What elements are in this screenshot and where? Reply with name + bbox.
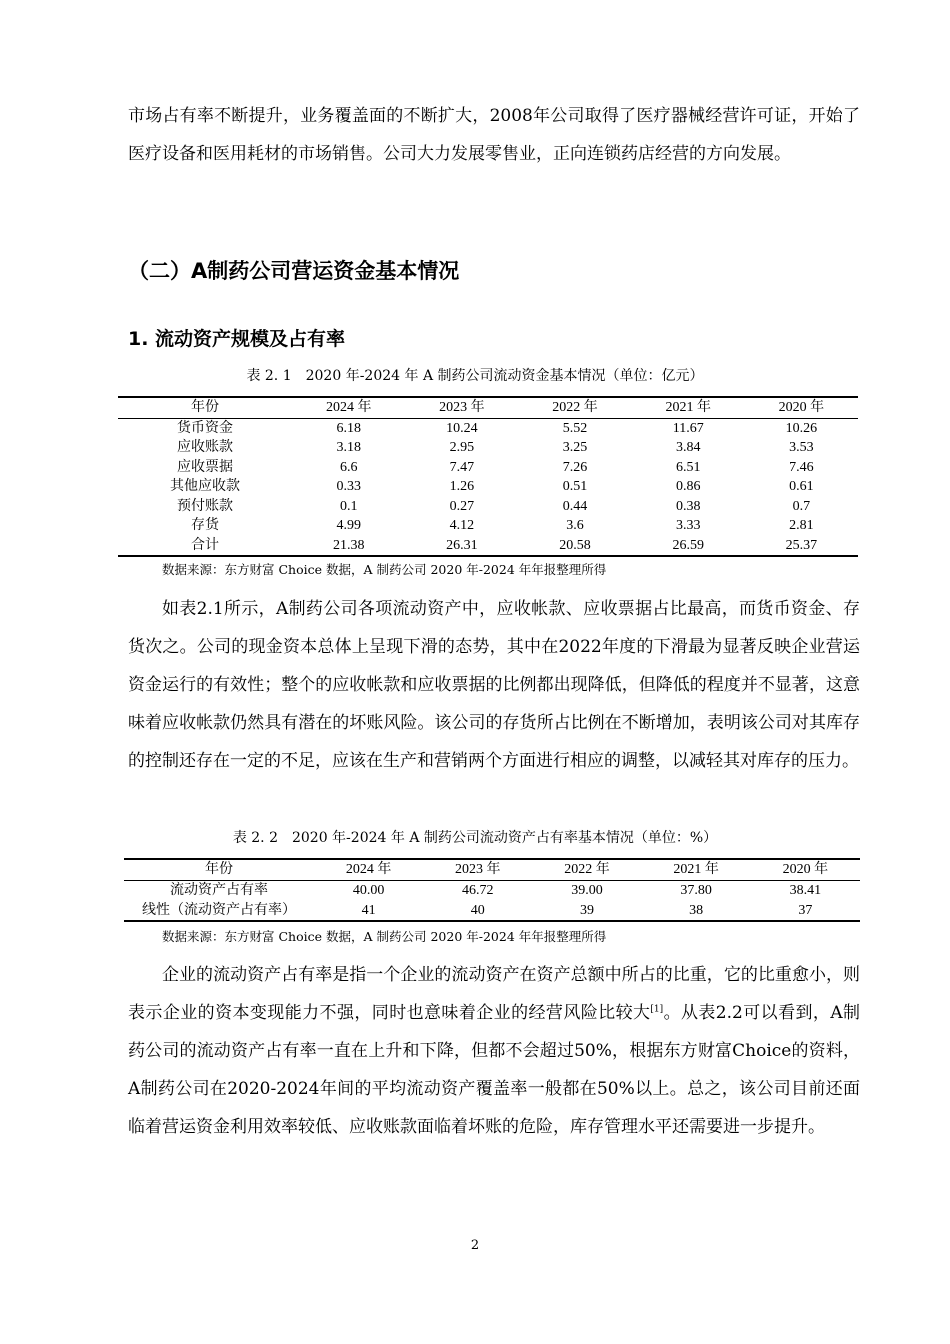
table-cell: 0.51: [562, 479, 588, 495]
table-cell: 3.25: [562, 440, 588, 456]
table-cell: 6.18: [336, 420, 361, 436]
table-cell: 应收账款: [177, 440, 234, 456]
table-cell: 38: [689, 902, 704, 918]
table-row: [118, 418, 858, 438]
table-row: [124, 900, 860, 921]
table-cell: 40: [470, 902, 485, 918]
table-cell: 10.24: [446, 420, 478, 436]
subsection-heading: 1. 流动资产规模及占有率: [128, 328, 346, 350]
table-cell: 26.31: [446, 537, 478, 553]
table-cell: 0.27: [449, 498, 475, 514]
table-cell: 1.26: [449, 479, 475, 495]
table2-header-cell: 年份: [124, 859, 314, 880]
table-row: [118, 497, 858, 517]
table-cell: 25.37: [785, 537, 818, 553]
table1-header-cell: 2021 年: [632, 397, 745, 418]
table2: [124, 858, 860, 922]
table-cell: 应收票据: [177, 459, 234, 475]
table-cell: 11.67: [672, 420, 704, 436]
table-row: [118, 516, 858, 536]
table-cell: 39: [579, 902, 594, 918]
table1-header-cell: 2023 年: [405, 397, 518, 418]
table1-header-cell: 年份: [118, 397, 292, 418]
table-cell: 7.26: [562, 459, 588, 475]
table-cell: 21.38: [332, 537, 365, 553]
table-cell: 货币资金: [177, 420, 234, 436]
conclusion-text-part2: 。从表2.2可以看到，A制药公司的流动资产占有率一直在上升和下降，但都不会超过50%，根据东方财富Choice的资料，A制药公司在2020-2024年间的平均流动资产覆盖率一般都在50%以上。总之，该公司目前还面临着营运资金利用效率较低、应收账款面临着坏账的危险，库存管理水平还需要进一步提升。: [128, 1003, 861, 1137]
table1-source: 数据来源：东方财富 Choice 数据，A 制药公司 2020 年-2024 年年报整理所得: [162, 562, 607, 577]
table-cell: 46.72: [462, 883, 494, 899]
table-cell: 0.86: [675, 479, 701, 495]
table-cell: 7.46: [789, 459, 814, 475]
page-number: 2: [470, 1238, 480, 1253]
table-cell: 37.80: [680, 883, 712, 899]
table2-header-cell: 2024 年: [314, 859, 423, 880]
table-cell: 合计: [191, 537, 220, 553]
table-cell: 存货: [191, 518, 220, 534]
analysis-paragraph: 如表2.1所示，A制药公司各项流动资产中，应收帐款、应收票据占比最高，而货币资金、存货次之。公司的现金资本总体上呈现下滑的态势，其中在2022年度的下滑最为显著反映企业营运资金运行的有效性；整个的应收帐款和应收票据的比例都出现降低，但降低的程度并不显著，这意味着应收帐款仍然具有潜在的坏账风险。该公司的存货所占比例在不断增加，表明该公司对其库存的控制还存在一定的不足，应该在生产和营销两个方面进行相应的调整，以减轻其对库存的压力。: [128, 599, 860, 771]
table-cell: 4.99: [336, 518, 361, 534]
table2-header-cell: 2020 年: [751, 859, 860, 880]
table-cell: 26.59: [672, 537, 704, 553]
table1-header-cell: 2022 年: [518, 397, 631, 418]
table-cell: 40.00: [352, 883, 385, 899]
table-row: [118, 477, 858, 497]
table-cell: 2.95: [449, 440, 475, 456]
table-cell: 5.52: [562, 420, 588, 436]
table-row: [118, 458, 858, 478]
table2-source: 数据来源：东方财富 Choice 数据，A 制药公司 2020 年-2024 年年报整理所得: [162, 929, 607, 944]
table-row: [118, 536, 858, 557]
table2-caption: 表 2. 2 2020 年-2024 年 A 制药公司流动资产占有率基本情况（单位：%）: [232, 830, 718, 846]
table-cell: 6.51: [675, 459, 701, 475]
table-cell: 3.84: [675, 440, 701, 456]
table-cell: 3.53: [789, 440, 814, 456]
table1-header-cell: 2020 年: [745, 397, 858, 418]
intro-paragraph: 市场占有率不断提升，业务覆盖面的不断扩大，2008年公司取得了医疗器械经营许可证，开始了医疗设备和医用耗材的市场销售。公司大力发展零售业，正向连锁药店经营的方向发展。: [128, 106, 860, 164]
citation-reference: [1]: [650, 1004, 664, 1015]
table1-header-row: [118, 397, 858, 418]
table2-header-row: [124, 859, 860, 880]
table2-header-cell: 2021 年: [642, 859, 751, 880]
section-heading: （二）A制药公司营运资金基本情况: [128, 259, 460, 283]
table-cell: 3.33: [675, 518, 701, 534]
conclusion-text-part1: 企业的流动资产占有率是指一个企业的流动资产在资产总额中所占的比重，它的比重愈小，则表示企业的资本变现能力不强，同时也意味着企业的经营风险比较大: [128, 965, 860, 1023]
table-cell: 39.00: [571, 883, 603, 899]
table-cell: 37: [798, 902, 813, 918]
conclusion-paragraph: [128, 956, 860, 1146]
table-cell: 2.81: [789, 518, 814, 534]
table-row: [118, 438, 858, 458]
table-cell: 3.6: [566, 518, 584, 534]
table-cell: 其他应收款: [170, 479, 241, 495]
table1-caption: 表 2. 1 2020 年-2024 年 A 制药公司流动资金基本情况（单位：亿元）: [246, 368, 704, 384]
table-cell: 流动资产占有率: [170, 883, 268, 899]
table-cell: 0.33: [336, 479, 361, 495]
table-cell: 3.18: [336, 440, 361, 456]
table1: [118, 396, 858, 557]
table-cell: 41: [361, 902, 376, 918]
table2-header-cell: 2022 年: [532, 859, 641, 880]
table-cell: 0.44: [562, 498, 588, 514]
table1-header-cell: 2024 年: [292, 397, 405, 418]
table-cell: 20.58: [559, 537, 591, 553]
table-cell: 38.41: [789, 883, 822, 899]
table-cell: 10.26: [785, 420, 818, 436]
table-cell: 0.38: [675, 498, 701, 514]
table-cell: 0.61: [789, 479, 814, 495]
table-cell: 4.12: [449, 518, 475, 534]
table-cell: 预付账款: [177, 498, 234, 514]
table2-header-cell: 2023 年: [423, 859, 532, 880]
table-row: [124, 880, 860, 900]
table-cell: 7.47: [449, 459, 475, 475]
table-cell: 6.6: [339, 459, 358, 475]
table-cell: 线性（流动资产占有率）: [142, 902, 296, 918]
table-cell: 0.1: [339, 498, 358, 514]
table-cell: 0.7: [792, 498, 811, 514]
